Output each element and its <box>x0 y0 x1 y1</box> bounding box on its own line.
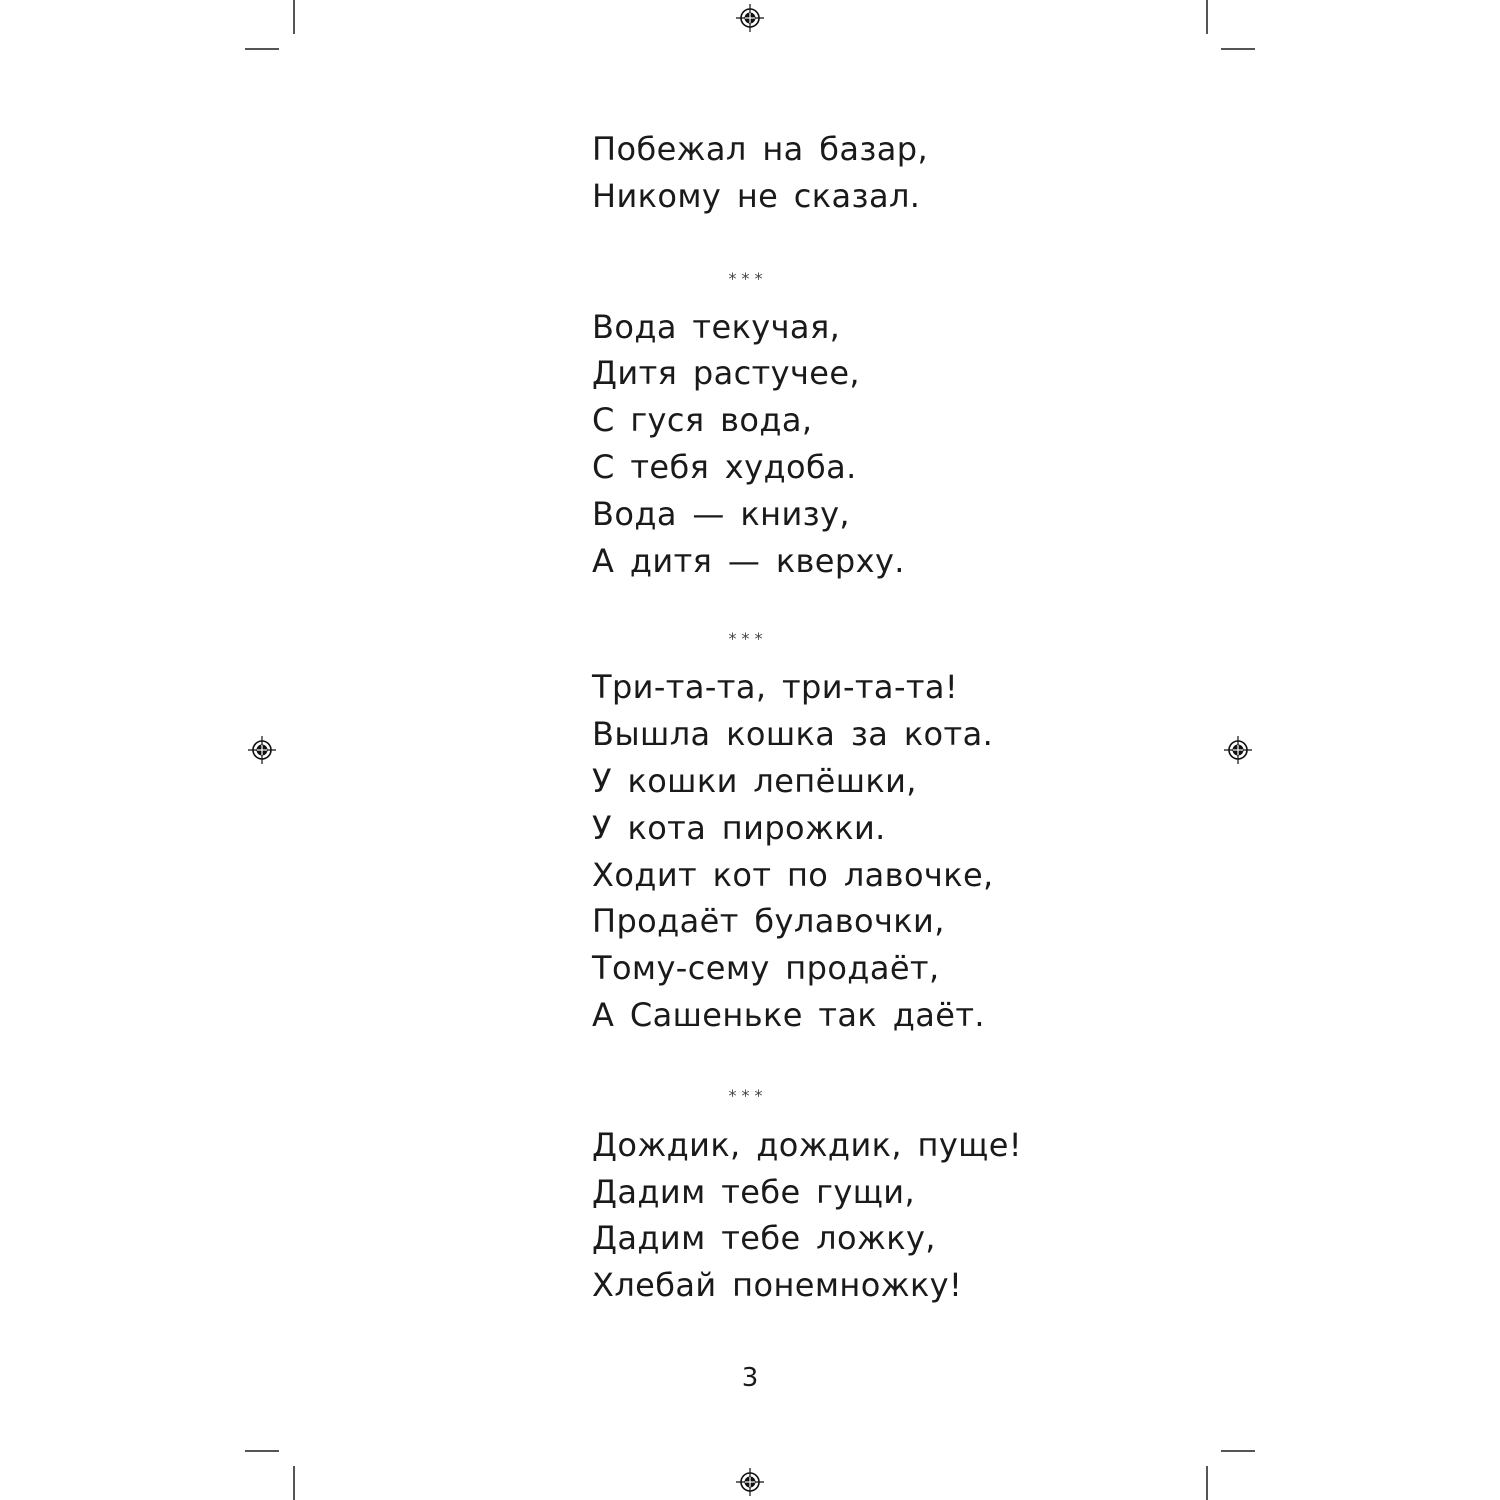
verse-line: Дождик, дождик, пуще! <box>592 1125 1023 1164</box>
verse-line: Вода — книзу, <box>592 494 850 533</box>
verse-line: Побежал на базар, <box>592 130 929 168</box>
registration-crosshair-icon <box>248 736 276 764</box>
verse-line: Продаёт булавочки, <box>592 902 945 941</box>
verse-line: Тому-сему продаёт, <box>592 949 940 988</box>
verse-line: Ходит кот по лавочке, <box>592 855 994 894</box>
verse-line: Вода текучая, <box>592 307 841 346</box>
crop-mark-top-right-vertical <box>1206 0 1208 34</box>
crop-mark-top-right-horizontal <box>1221 48 1255 50</box>
stanza-2 <box>592 304 1292 585</box>
registration-crosshair-icon <box>736 1468 764 1496</box>
verse-line: С гуся вода, <box>592 401 813 440</box>
verse-line: Дадим тебе ложку, <box>592 1219 936 1258</box>
verse-line: Три-та-та, три-та-та! <box>592 668 959 707</box>
verse-line: У кошки лепёшки, <box>592 761 917 800</box>
crop-mark-top-left-vertical <box>293 0 295 34</box>
verse-line: Вышла кошка за кота. <box>592 715 994 754</box>
poem-block <box>592 126 1292 1309</box>
verse-line: Никому не сказал. <box>592 176 921 215</box>
stanza-3 <box>592 664 1292 1038</box>
verse-line: А дитя — кверху. <box>592 541 905 580</box>
verse-line: А Сашеньке так даёт. <box>592 995 985 1034</box>
crop-mark-top-left-horizontal <box>245 48 279 50</box>
page-number: 3 <box>741 1363 759 1393</box>
registration-crosshair-icon <box>736 4 764 32</box>
verse-line: У кота пирожки. <box>592 808 886 847</box>
verse-line: Хлебай понемножку! <box>592 1266 963 1305</box>
stanza-1 <box>592 126 1292 220</box>
crop-mark-bottom-right-horizontal <box>1221 1450 1255 1452</box>
verse-line: Дадим тебе гущи, <box>592 1172 916 1211</box>
crop-mark-bottom-left-vertical <box>293 1466 295 1500</box>
stanza-separator: *** <box>728 1085 768 1105</box>
verse-line: Дитя растучее, <box>592 354 861 393</box>
verse-line: С тебя худоба. <box>592 447 857 486</box>
stanza-4 <box>592 1122 1292 1309</box>
crop-mark-bottom-left-horizontal <box>245 1450 279 1452</box>
crop-mark-bottom-right-vertical <box>1206 1466 1208 1500</box>
stanza-separator: *** <box>728 629 768 649</box>
stanza-separator: *** <box>728 268 768 288</box>
